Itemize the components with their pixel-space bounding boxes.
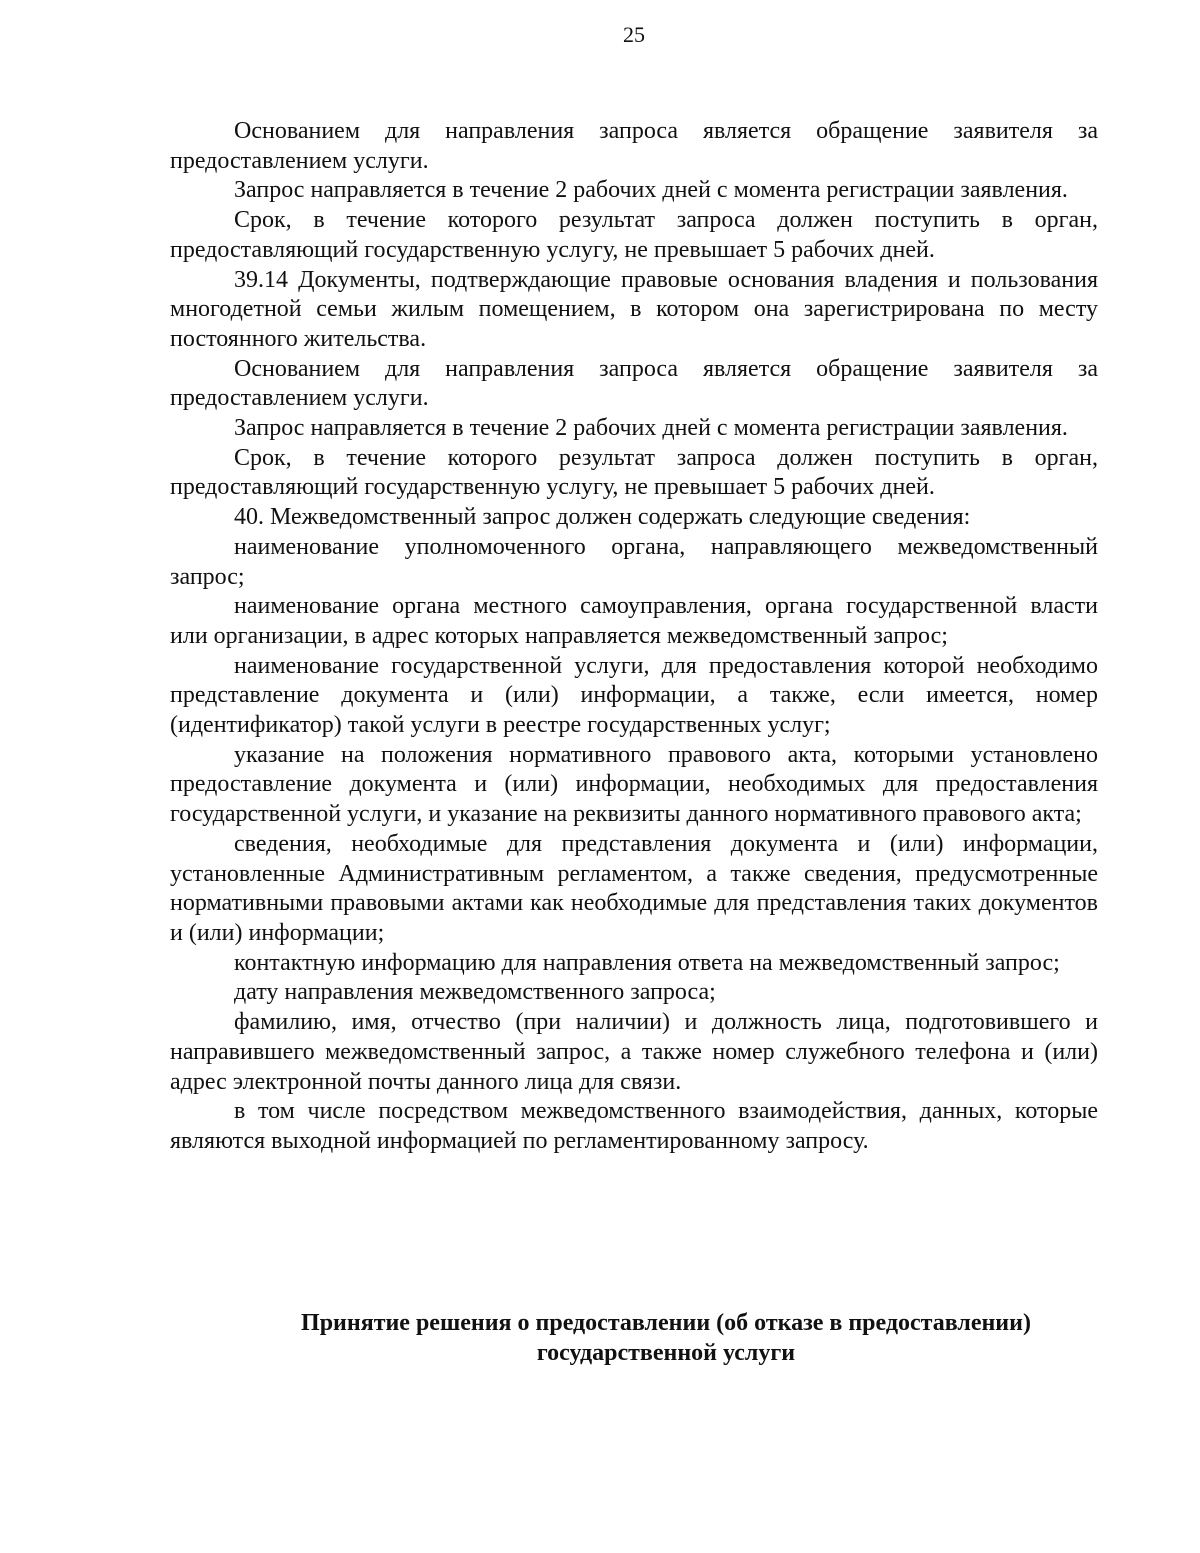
paragraph-basis-request-2: Основанием для направления запроса является обращение заявителя за предоставлением услуги. xyxy=(170,355,1098,412)
section-heading-line-1: Принятие решения о предоставлении (об отказе в предоставлении) xyxy=(301,1310,1031,1336)
paragraph-40: 40. Межведомственный запрос должен содержать следующие сведения: xyxy=(234,504,971,531)
document-body xyxy=(170,117,1098,1157)
paragraph-response-term: Срок, в течение которого результат запроса должен поступить в орган, предоставляющий государственную услугу, не превышает 5 рабочих дней. xyxy=(170,207,1098,263)
list-item-contact-info: контактную информацию для направления ответа на межведомственный запрос; xyxy=(234,949,1060,976)
paragraph-basis-request: Основанием для направления запроса является обращение заявителя за предоставлением услуги. xyxy=(170,118,1098,174)
section-heading xyxy=(170,1308,1098,1368)
list-item-responsible-person: фамилию, имя, отчество (при наличии) и должность лица, подготовившего и направившего межведомственный запрос, а также номер служебного телефона и (или) адрес электронной почты данного лица для связи. xyxy=(170,1009,1098,1095)
list-item-service-name: наименование государственной услуги, для предоставления которой необходимо представление документа и (или) информации, а также, если имеется, номер (идентификатор) такой услуги в реестре государственных услуг; xyxy=(170,652,1098,739)
page-number: 25 xyxy=(623,22,645,47)
list-item-recipient-name: наименование органа местного самоуправления, органа государственной власти или организации, в адрес которых направляется межведомственный запрос; xyxy=(170,593,1098,649)
paragraph-39-14: 39.14 Документы, подтверждающие правовые основания владения и пользования многодетной семьи жилым помещением, в котором она зарегистрирована по месту постоянного жительства. xyxy=(170,266,1098,352)
paragraph-request-deadline: Запрос направляется в течение 2 рабочих дней с момента регистрации заявления. xyxy=(234,177,1068,204)
paragraph-response-term-2: Срок, в течение которого результат запроса должен поступить в орган, предоставляющий государственную услугу, не превышает 5 рабочих дней. xyxy=(170,444,1098,501)
list-item-legal-act: указание на положения нормативного правового акта, которыми установлено предоставление документа и (или) информации, необходимых для предоставления государственной услуги, и указание на реквизиты данного нормативного правового акта; xyxy=(170,741,1098,828)
list-item-required-info: сведения, необходимые для представления документа и (или) информации, установленные Административным регламентом, а также сведения, предусмотренные нормативными правовыми актами как необходимые для представления таких документов и (или) информации; xyxy=(170,830,1098,946)
paragraph-request-deadline-2: Запрос направляется в течение 2 рабочих дней с момента регистрации заявления. xyxy=(234,415,1068,442)
list-item-request-date: дату направления межведомственного запроса; xyxy=(234,979,716,1006)
list-item-authority-name: наименование уполномоченного органа, направляющего межведомственный запрос; xyxy=(170,533,1098,590)
paragraph-output-info: в том числе посредством межведомственного взаимодействия, данных, которые являются выходной информацией по регламентированному запросу. xyxy=(170,1098,1098,1154)
section-heading-line-2: государственной услуги xyxy=(536,1340,796,1366)
